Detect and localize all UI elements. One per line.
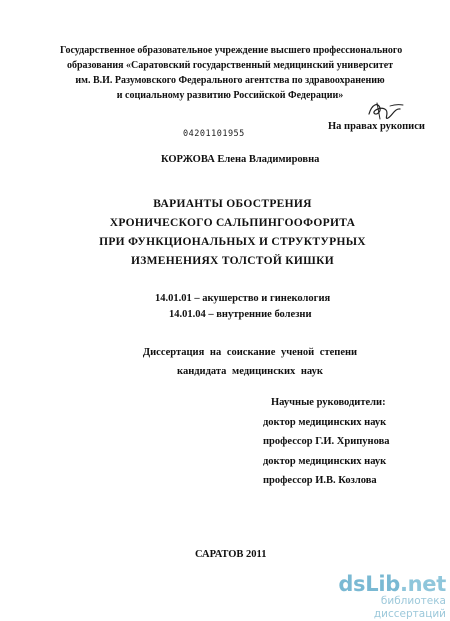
degree-line: Диссертация на соискание ученой степени (142, 347, 358, 358)
specialty-codes (155, 291, 330, 323)
thesis-title-line: ХРОНИЧЕСКОГО САЛЬПИНГООФОРИТА (109, 217, 356, 229)
dslib-logo-name: dsLib (338, 572, 400, 596)
supervisors-heading: Научные руководители: (271, 397, 386, 408)
institution-line: Государственное образовательное учреждение высшего профессионального (60, 45, 403, 56)
degree-line: кандидата медицинских наук (177, 366, 323, 377)
supervisor-line: профессор И.В. Козлова (263, 475, 377, 486)
manuscript-rights-note: На правах рукописи (328, 121, 425, 132)
dslib-watermark[interactable] (316, 573, 446, 621)
dslib-logo (316, 573, 446, 595)
thesis-title-line: ВАРИАНТЫ ОБОСТРЕНИЯ (153, 198, 312, 210)
institution-line: образования «Саратовский государственный медицинский университет (66, 60, 394, 71)
supervisor-line: профессор Г.И. Хрипунова (263, 436, 390, 447)
specialty-line: 14.01.01 – акушерство и гинекология (155, 293, 331, 304)
supervisor-line: доктор медицинских наук (263, 416, 387, 428)
institution-header (60, 43, 403, 103)
institution-line: и социальному развитию Российской Федерации» (116, 90, 344, 101)
city-year: САРАТОВ 2011 (195, 549, 267, 560)
degree-statement (100, 343, 400, 381)
dslib-logo-domain: .net (399, 572, 446, 596)
thesis-title-line: ПРИ ФУНКЦИОНАЛЬНЫХ И СТРУКТУРНЫХ (99, 236, 366, 248)
specialty-line: 14.01.04 – внутренние болезни (169, 309, 312, 320)
dslib-subtitle: библиотека диссертаций (373, 595, 446, 620)
supervisor-line: доктор медицинских наук (263, 455, 387, 467)
supervisors-block (263, 393, 390, 491)
author-name: КОРЖОВА Елена Владимировна (161, 154, 320, 165)
thesis-title-line: ИЗМЕНЕНИЯХ ТОЛСТОЙ КИШКИ (131, 255, 334, 267)
document-code: 04201101955 (183, 129, 245, 139)
institution-line: им. В.И. Разумовского Федерального агентства по здравоохранению (75, 75, 385, 86)
thesis-title (60, 195, 405, 271)
